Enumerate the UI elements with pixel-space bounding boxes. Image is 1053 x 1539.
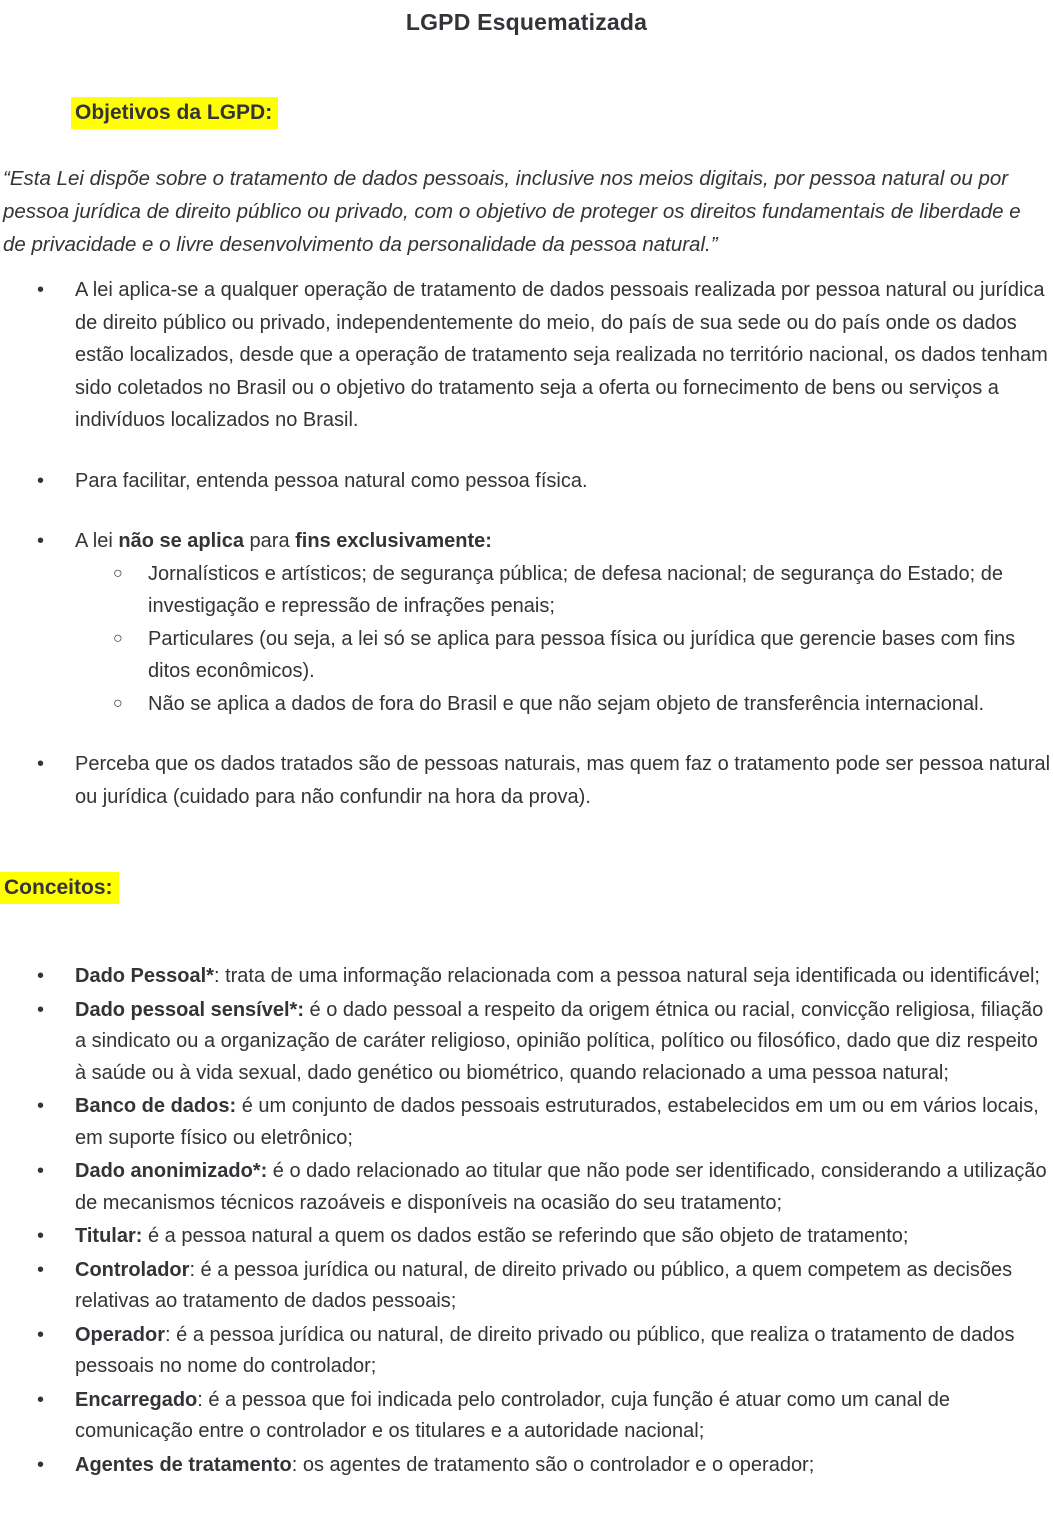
list-item	[0, 1385, 1053, 1448]
conceitos-heading-row	[0, 872, 1053, 904]
objetivos-bullet-list	[0, 274, 1053, 813]
list-item-text: Perceba que os dados tratados são de pessoas naturais, mas quem faz o tratamento pode ser pessoa natural ou jurídica (cuidado para não confundir na hora da prova).	[75, 753, 1051, 808]
sub-list-item	[75, 623, 1053, 688]
objetivos-heading: Objetivos da LGPD:	[71, 97, 278, 129]
list-item	[0, 465, 1053, 498]
sub-list	[75, 558, 1053, 721]
list-item	[0, 274, 1053, 437]
objetivos-heading-row	[71, 97, 1053, 129]
conceitos-bullet-list	[0, 961, 1053, 1481]
list-item	[0, 525, 1053, 720]
conceitos-heading: Conceitos:	[0, 872, 119, 904]
disc-bullet-icon: •	[37, 998, 45, 1021]
list-item-text: Controlador: é a pessoa jurídica ou natural, de direito privado ou público, a quem competem as decisões relativas ao tratamento de dados pessoais;	[75, 1258, 1013, 1312]
disc-bullet-icon: •	[37, 469, 45, 492]
disc-bullet-icon: •	[37, 1258, 45, 1281]
list-item	[0, 1255, 1053, 1318]
list-item-text: Titular: é a pessoa natural a quem os dados estão se referindo que são objeto de tratamento;	[75, 1225, 909, 1247]
list-item	[0, 1450, 1053, 1482]
circle-bullet-icon: ○	[113, 694, 123, 712]
list-item-text: Agentes de tratamento: os agentes de tratamento são o controlador e o operador;	[75, 1453, 815, 1476]
disc-bullet-icon: •	[37, 1453, 45, 1476]
sub-list-item	[75, 558, 1053, 623]
list-item-text: A lei aplica-se a qualquer operação de tratamento de dados pessoais realizada por pessoa natural ou jurídica de direito público ou privado, independentemente do meio, do país de sua sede ou do país onde os dados estão localizados, desde que a operação de tratamento seja realizada no território nacional, os dados tenham sido coletados no Brasil ou o objetivo do tratamento seja a oferta ou fornecimento de bens ou serviços a indivíduos localizados no Brasil.	[75, 279, 1048, 431]
list-item-text: Encarregado: é a pessoa que foi indicada pelo controlador, cuja função é atuar como um canal de comunicação entre o controlador e os titulares e a autoridade nacional;	[75, 1388, 950, 1442]
page-title: LGPD Esquematizada	[405, 9, 648, 35]
list-item-text: Não se aplica a dados de fora do Brasil e que não sejam objeto de transferência internacional.	[148, 692, 985, 715]
list-item-text: Banco de dados: é um conjunto de dados pessoais estruturados, estabelecidos em um ou em vários locais, em suporte físico ou eletrônico;	[75, 1095, 1039, 1149]
list-item-text: Dado anonimizado*: é o dado relacionado ao titular que não pode ser identificado, considerando a utilização de mecanismos técnicos razoáveis e disponíveis na ocasião do seu tratamento;	[75, 1160, 1047, 1214]
disc-bullet-icon: •	[37, 530, 45, 552]
disc-bullet-icon: •	[37, 1225, 45, 1247]
list-item-text: Dado Pessoal*: trata de uma informação relacionada com a pessoa natural seja identificada ou identificável;	[75, 965, 1040, 987]
list-item	[0, 748, 1053, 813]
disc-bullet-icon: •	[37, 1160, 45, 1182]
list-item	[0, 1156, 1053, 1219]
list-item-text: A lei não se aplica para fins exclusivamente:	[75, 530, 492, 552]
list-item-text: Jornalísticos e artísticos; de segurança pública; de defesa nacional; de segurança do Estado; de investigação e repressão de infrações penais;	[148, 562, 1003, 617]
list-item	[0, 1320, 1053, 1383]
list-item-text: Dado pessoal sensível*: é o dado pessoal a respeito da origem étnica ou racial, convicção religiosa, filiação a sindicato ou a organização de caráter religioso, opinião política, político ou filosófico, dado que diz respeito à saúde ou à vida sexual, dado genético ou biométrico, quando relacionado a uma pessoa natural;	[75, 998, 1044, 1084]
circle-bullet-icon: ○	[113, 629, 123, 647]
list-item-text: Particulares (ou seja, a lei só se aplica para pessoa física ou jurídica que gerencie bases com fins ditos econômicos).	[148, 627, 1016, 682]
list-item	[0, 1221, 1053, 1253]
list-item	[0, 1091, 1053, 1154]
disc-bullet-icon: •	[37, 1323, 45, 1346]
disc-bullet-icon: •	[37, 753, 45, 775]
list-item	[0, 961, 1053, 993]
disc-bullet-icon: •	[37, 965, 45, 987]
disc-bullet-icon: •	[37, 279, 45, 301]
list-item-text: Operador: é a pessoa jurídica ou natural, de direito privado ou público, que realiza o tratamento de dados pessoais no nome do controlador;	[75, 1323, 1015, 1377]
circle-bullet-icon: ○	[113, 564, 123, 582]
sub-list-item	[75, 688, 1053, 721]
disc-bullet-icon: •	[37, 1095, 45, 1117]
disc-bullet-icon: •	[37, 1388, 45, 1411]
list-item-text: Para facilitar, entenda pessoa natural como pessoa física.	[75, 469, 588, 492]
law-quote-paragraph: “Esta Lei dispõe sobre o tratamento de dados pessoais, inclusive nos meios digitais, por pessoa natural ou por pessoa jurídica de direito público ou privado, com o objetivo de proteger os direitos fundamentais de liberdade e de privacidade e o livre desenvolvimento da personalidade da pessoa natural.”	[3, 167, 1021, 256]
list-item	[0, 995, 1053, 1090]
